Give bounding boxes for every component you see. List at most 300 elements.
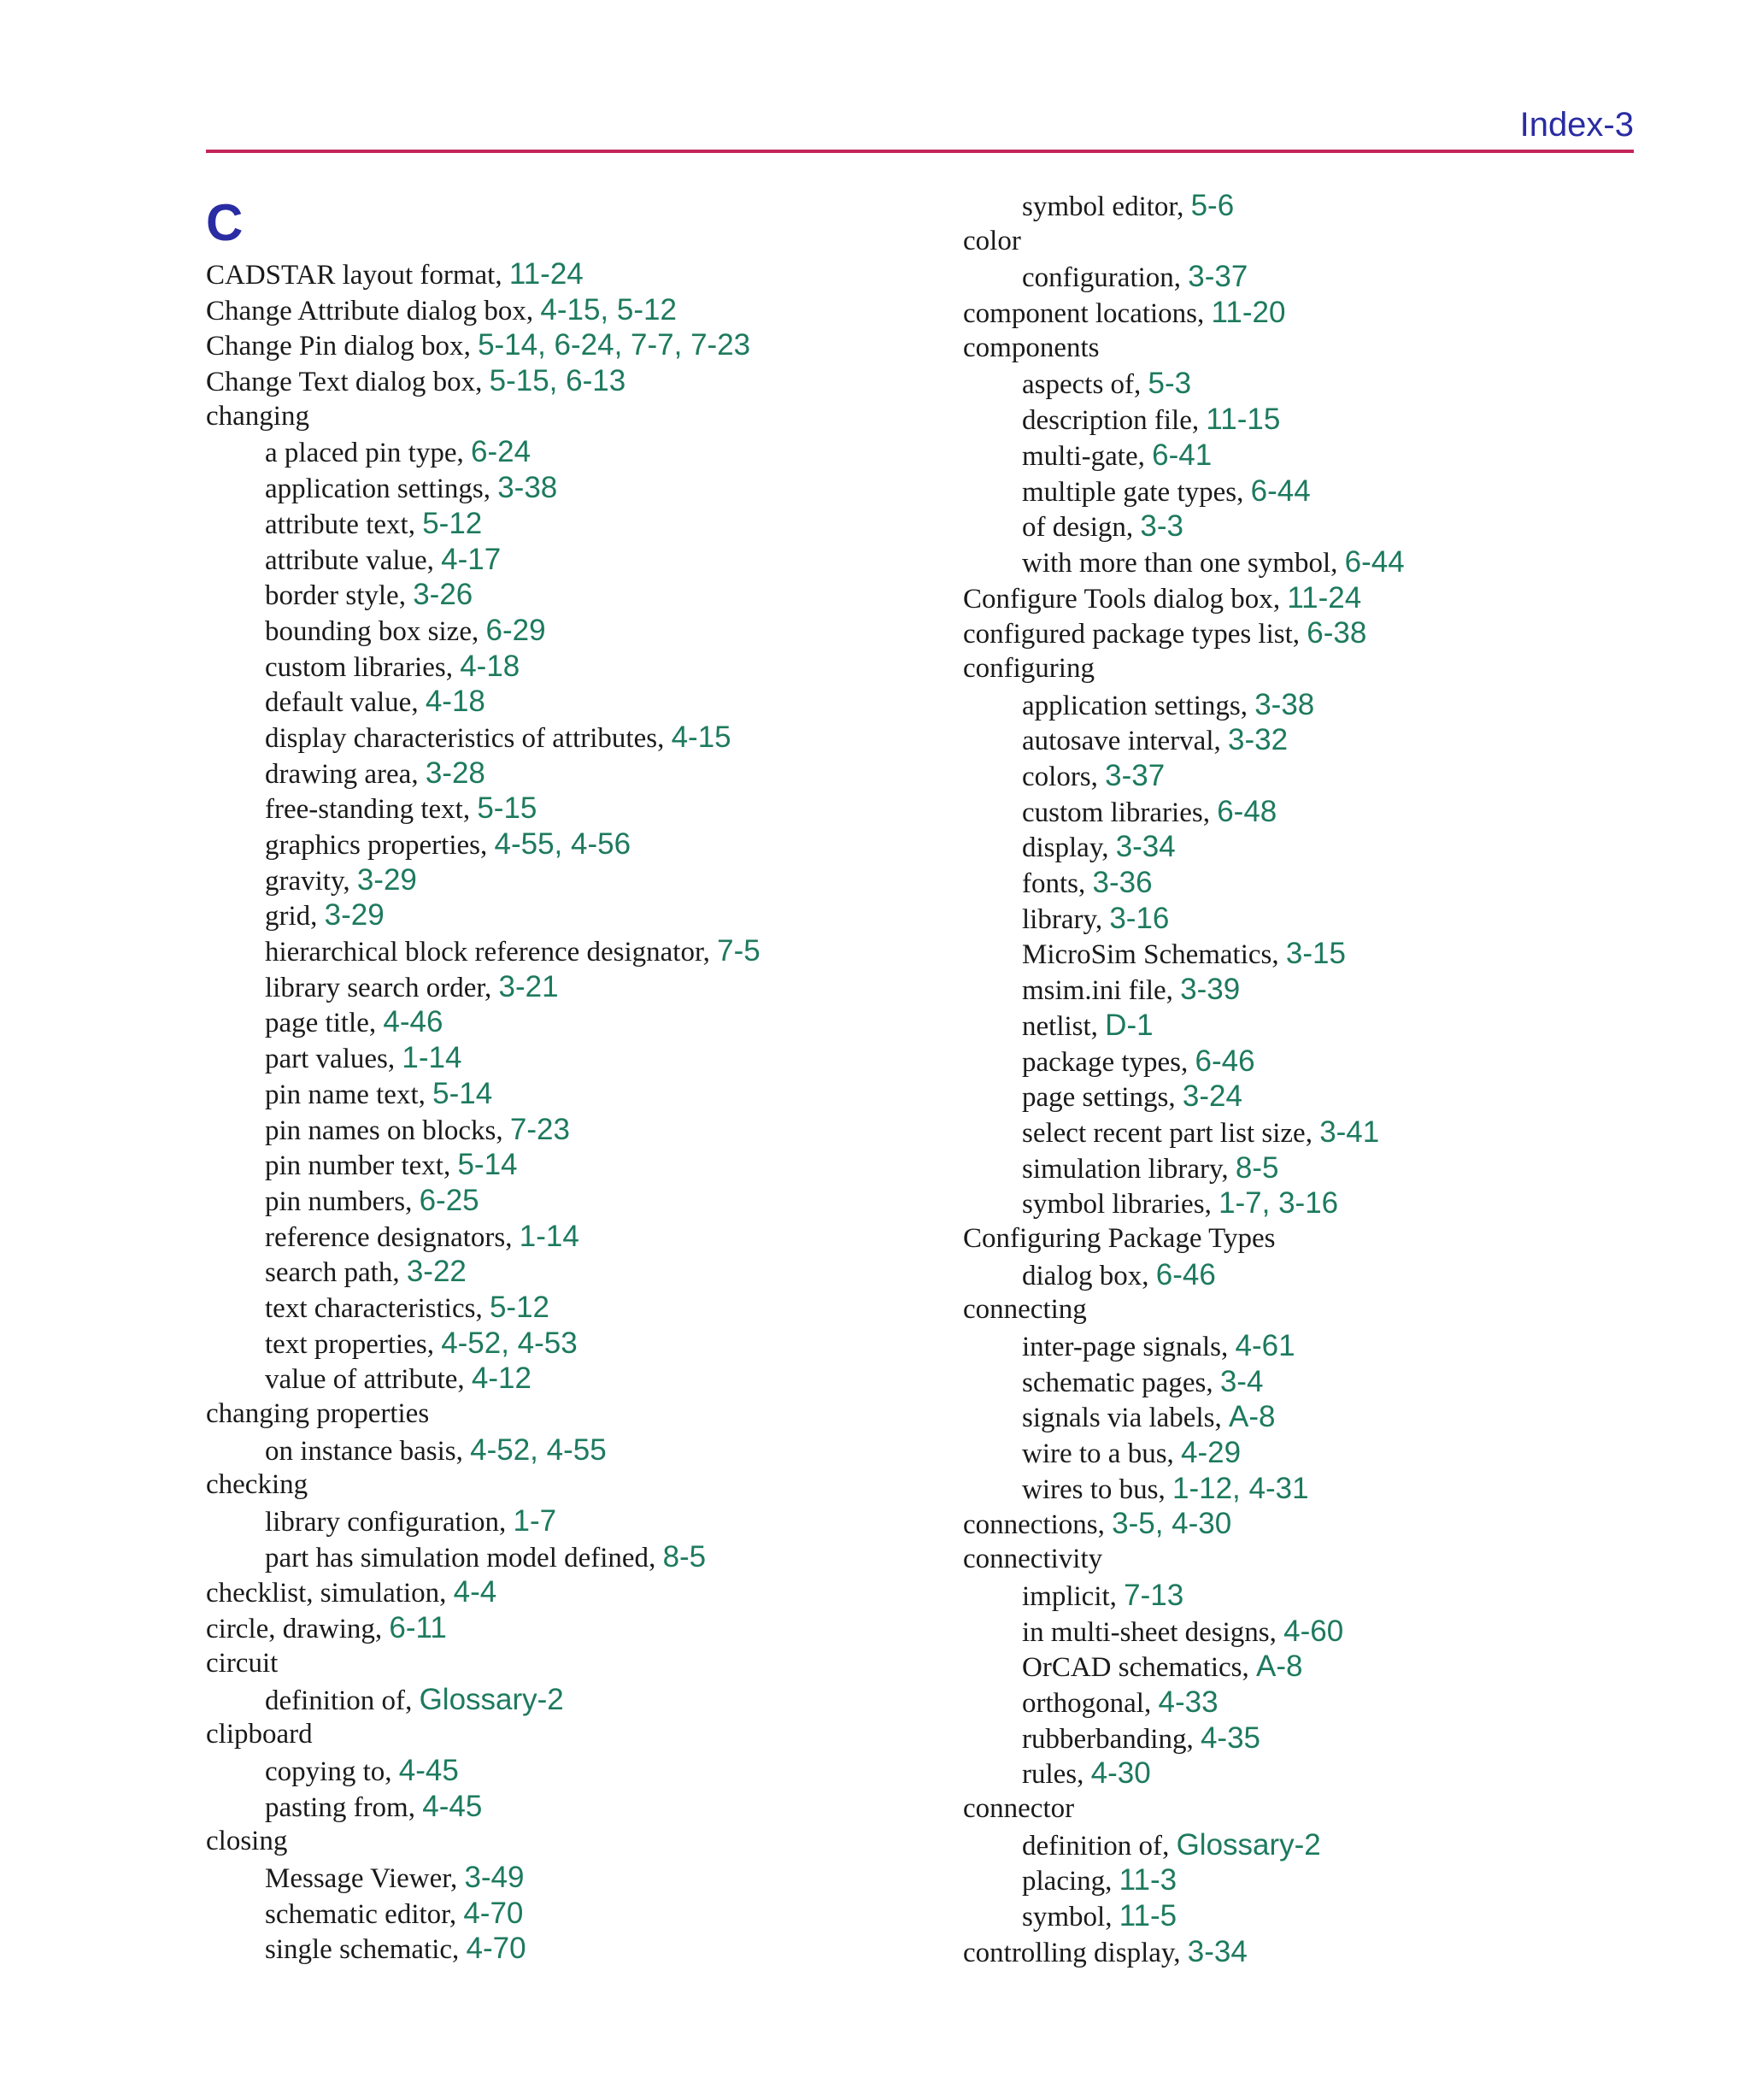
index-entry (963, 580, 1698, 616)
index-subentry (206, 1503, 941, 1539)
index-term: MicroSim Schematics (1022, 939, 1272, 971)
index-subentry (206, 862, 941, 898)
separator: , (1125, 512, 1141, 544)
index-term: single schematic (265, 1934, 453, 1966)
separator: , (398, 580, 414, 612)
page-reference-link[interactable]: 5-15 (477, 791, 537, 826)
index-subentry (963, 1435, 1698, 1471)
index-term: controlling display (963, 1937, 1174, 1968)
page-reference-link[interactable]: 1-12, 4-31 (1172, 1471, 1309, 1505)
index-subentry (206, 506, 941, 542)
separator: , (1173, 1937, 1188, 1968)
index-term: reference designators (265, 1221, 506, 1253)
index-subentry (963, 1649, 1698, 1685)
index-term: with more than one symbol (1022, 547, 1331, 579)
page-reference-link[interactable]: 1-14 (519, 1219, 579, 1253)
page-reference-link[interactable]: 4-70 (463, 1896, 524, 1930)
index-term: configured package types list (963, 619, 1293, 650)
page-reference-link[interactable]: 3-28 (425, 756, 485, 790)
index-entry (206, 399, 941, 435)
page-reference-link[interactable]: 4-45 (398, 1753, 459, 1787)
separator: , (1090, 762, 1106, 792)
section-letter: C (206, 194, 244, 251)
page-reference-link[interactable]: 6-46 (1195, 1044, 1255, 1078)
page-reference-link[interactable]: 3-5, 4-30 (1112, 1507, 1232, 1541)
index-entry (206, 363, 941, 399)
index-term: part values (265, 1044, 388, 1075)
page-reference-link[interactable]: 3-38 (497, 471, 558, 505)
page-reference-link[interactable]: 11-3 (1119, 1863, 1177, 1897)
index-entry (963, 331, 1698, 367)
page-number: Index-3 (1519, 106, 1634, 144)
page-reference-link[interactable]: 5-14 (457, 1148, 518, 1182)
separator: , (426, 1328, 442, 1360)
index-entry (206, 292, 941, 328)
page-reference-link[interactable]: 3-49 (464, 1860, 525, 1894)
index-term: checklist, simulation (206, 1578, 440, 1609)
index-term: part has simulation model defined (265, 1542, 649, 1574)
index-term: multi-gate (1022, 440, 1138, 472)
page-reference-link[interactable]: 6-38 (1307, 616, 1367, 650)
page-reference-link[interactable]: 4-17 (441, 542, 502, 576)
index-term: connecting (963, 1294, 1087, 1326)
index-subentry (206, 1004, 941, 1040)
separator: , (1206, 1367, 1220, 1398)
index-term: wires to bus (1022, 1474, 1159, 1505)
separator: , (495, 260, 509, 291)
page-reference-link[interactable]: 3-26 (413, 578, 473, 612)
separator: , (1197, 298, 1212, 330)
index-term: connector (963, 1792, 1075, 1824)
page-reference-link[interactable]: 6-44 (1250, 474, 1311, 508)
separator: , (1137, 440, 1153, 472)
page-reference-link[interactable]: 3-29 (324, 898, 385, 932)
index-term: text characteristics (265, 1292, 476, 1324)
index-subentry (963, 1115, 1698, 1150)
index-column-left (206, 188, 941, 1967)
index-entry (206, 1468, 941, 1503)
page-reference-link[interactable]: 5-14 (432, 1076, 493, 1110)
index-subentry (963, 402, 1698, 438)
separator: , (484, 972, 499, 1003)
page-reference-link[interactable]: 11-24 (1287, 580, 1362, 615)
index-term: text properties (265, 1328, 427, 1360)
index-term: configuration (1022, 262, 1174, 294)
separator: , (649, 1542, 663, 1574)
index-column-right (963, 188, 1698, 1969)
index-subentry (206, 933, 941, 969)
separator: , (343, 865, 357, 897)
separator: , (475, 1292, 490, 1324)
index-term: pasting from (265, 1791, 408, 1823)
separator: , (702, 937, 718, 968)
index-subentry (963, 1685, 1698, 1721)
page-reference-link[interactable]: 5-12 (489, 1290, 550, 1324)
page-reference-link[interactable]: 6-44 (1344, 544, 1405, 579)
separator: , (443, 1150, 458, 1182)
separator: , (1173, 262, 1189, 294)
page-reference-link[interactable]: 4-61 (1235, 1329, 1295, 1362)
index-term: multiple gate types (1022, 476, 1237, 508)
separator: , (483, 474, 498, 505)
separator: , (408, 1791, 423, 1823)
separator: , (1305, 1117, 1320, 1149)
index-subentry (206, 1040, 941, 1076)
page-reference-link[interactable]: 5-3 (1148, 367, 1192, 401)
index-term: symbol editor (1022, 191, 1177, 222)
page-reference-link[interactable]: 11-15 (1206, 403, 1281, 437)
page-reference-link[interactable]: 3-39 (1180, 973, 1241, 1007)
separator: , (449, 1862, 465, 1894)
page-reference-link[interactable]: 7-23 (509, 1112, 570, 1146)
index-term: aspects of (1022, 369, 1135, 401)
index-term: components (963, 332, 1100, 363)
page-reference-link[interactable]: 6-41 (1152, 438, 1213, 472)
page-reference-link[interactable]: 5-6 (1190, 189, 1235, 222)
index-term: Configuring Package Types (963, 1222, 1276, 1254)
index-term: pin numbers (265, 1185, 406, 1217)
index-subentry (963, 474, 1698, 509)
index-term: fonts (1022, 868, 1078, 900)
separator: , (499, 1507, 514, 1538)
separator: , (1213, 726, 1228, 757)
index-subentry (963, 1150, 1698, 1186)
index-subentry (206, 434, 941, 470)
index-subentry (963, 865, 1698, 901)
separator: , (1236, 476, 1251, 508)
page-reference-link[interactable]: Glossary-2 (419, 1682, 564, 1716)
index-term: autosave interval (1022, 726, 1214, 757)
index-term: gravity (265, 865, 344, 897)
index-term: select recent part list size (1022, 1117, 1306, 1149)
separator: , (374, 1614, 390, 1645)
index-subentry (206, 756, 941, 791)
index-subentry (206, 1147, 941, 1183)
index-subentry (963, 544, 1698, 580)
page-reference-link[interactable]: 11-20 (1211, 296, 1286, 330)
separator: , (1097, 1509, 1113, 1541)
separator: , (452, 1934, 467, 1966)
page-reference-link[interactable]: 3-21 (498, 969, 559, 1003)
separator: , (1191, 405, 1207, 437)
page-reference-link[interactable]: 6-29 (485, 613, 546, 647)
index-term: wire to a bus (1022, 1438, 1167, 1470)
separator: , (1162, 1830, 1177, 1862)
page-reference-link[interactable]: 3-34 (1115, 830, 1176, 864)
index-term: attribute text (265, 509, 408, 540)
page-reference-link[interactable]: 6-25 (419, 1183, 479, 1217)
index-entry (206, 1824, 941, 1860)
index-subentry (963, 794, 1698, 830)
index-term: CADSTAR layout format (206, 260, 496, 291)
separator: , (475, 367, 490, 398)
page-reference-link[interactable]: 5-14, 6-24, 7-7, 7-23 (478, 328, 751, 362)
index-subentry (206, 577, 941, 613)
index-term: border style (265, 580, 399, 612)
index-subentry (963, 259, 1698, 295)
page-reference-link[interactable]: 4-15 (671, 720, 731, 754)
page-reference-link[interactable]: 6-11 (389, 1611, 447, 1645)
index-subentry (206, 1931, 941, 1967)
index-term: library search order (265, 972, 485, 1003)
index-entry (206, 1646, 941, 1682)
index-term: color (963, 225, 1021, 256)
index-term: bounding box size (265, 615, 472, 647)
page-reference-link[interactable]: 4-18 (425, 685, 485, 719)
separator: , (1272, 583, 1288, 615)
separator: , (1269, 1616, 1284, 1648)
index-subentry (963, 1185, 1698, 1221)
index-subentry (963, 936, 1698, 972)
index-subentry (963, 188, 1698, 224)
index-term: inter-page signals (1022, 1332, 1222, 1362)
index-term: msim.ini file (1022, 975, 1166, 1007)
separator: , (1105, 1866, 1119, 1897)
index-subentry (206, 542, 941, 578)
index-subentry (963, 1898, 1698, 1934)
index-entry (963, 224, 1698, 260)
index-term: in multi-sheet designs (1022, 1616, 1270, 1648)
header-rule (206, 150, 1634, 153)
index-term: clipboard (206, 1719, 313, 1750)
separator: , (426, 544, 442, 576)
separator: , (456, 438, 471, 469)
separator: , (1166, 1438, 1182, 1470)
index-term: circuit (206, 1647, 279, 1679)
index-term: signals via labels (1022, 1403, 1215, 1434)
separator: , (1186, 1723, 1201, 1755)
index-term: custom libraries (1022, 797, 1203, 828)
index-term: on instance basis (265, 1435, 456, 1467)
index-term: Change Pin dialog box (206, 331, 464, 362)
page-reference-link[interactable]: 3-41 (1319, 1115, 1380, 1149)
index-term: schematic pages (1022, 1367, 1207, 1398)
index-term: library (1022, 903, 1095, 935)
index-subentry (206, 1326, 941, 1362)
page-reference-link[interactable]: 4-15, 5-12 (540, 292, 677, 326)
index-term: package types (1022, 1046, 1181, 1078)
separator: , (1109, 1580, 1125, 1612)
page-reference-link[interactable]: 4-45 (422, 1789, 483, 1823)
separator: , (1095, 903, 1110, 935)
separator: , (1204, 1189, 1219, 1221)
index-term: netlist (1022, 1010, 1091, 1042)
index-term: grid (265, 901, 311, 932)
separator: , (463, 331, 479, 362)
index-term: component locations (963, 298, 1198, 330)
index-entry (963, 1292, 1698, 1328)
page-reference-link[interactable]: 3-24 (1182, 1079, 1242, 1114)
index-entry (963, 295, 1698, 331)
separator: , (411, 758, 426, 790)
index-term: dialog box (1022, 1260, 1142, 1291)
separator: , (1090, 1010, 1106, 1042)
page-reference-link[interactable]: 4-33 (1158, 1685, 1219, 1719)
separator: , (1177, 191, 1191, 222)
page-reference-link[interactable]: 4-35 (1200, 1721, 1261, 1755)
separator: , (368, 1008, 384, 1039)
page-reference-link[interactable]: 6-46 (1155, 1257, 1216, 1291)
separator: , (1221, 1332, 1236, 1362)
separator: , (505, 1221, 520, 1253)
separator: , (405, 1185, 420, 1217)
page-reference-link[interactable]: 4-4 (453, 1575, 497, 1609)
index-term: definition of (265, 1685, 406, 1716)
index-term: circle, drawing (206, 1614, 375, 1645)
page-reference-link[interactable]: 4-55, 4-56 (494, 827, 631, 861)
page-reference-link[interactable]: A-8 (1256, 1650, 1303, 1684)
separator: , (439, 1578, 454, 1609)
page-reference-link[interactable]: 4-52, 4-53 (441, 1326, 578, 1360)
index-subentry (963, 1827, 1698, 1863)
page-reference-link[interactable]: 3-22 (406, 1255, 467, 1289)
index-subentry (206, 470, 941, 506)
separator: , (1271, 939, 1286, 971)
page-reference-link[interactable]: 11-5 (1119, 1899, 1177, 1932)
index-entry (206, 327, 941, 363)
index-subentry (963, 1399, 1698, 1435)
page-reference-link[interactable]: 8-5 (662, 1539, 707, 1574)
index-term: closing (206, 1826, 288, 1857)
index-subentry (206, 720, 941, 756)
page-reference-link[interactable]: 3-32 (1228, 723, 1289, 757)
separator: , (387, 1044, 402, 1075)
index-subentry (963, 1471, 1698, 1507)
separator: , (1242, 1652, 1257, 1684)
index-term: symbol libraries (1022, 1189, 1205, 1221)
index-subentry (206, 1753, 941, 1789)
index-term: Change Attribute dialog box (206, 295, 526, 326)
index-entry (963, 1542, 1698, 1578)
page-reference-link[interactable]: A-8 (1228, 1400, 1276, 1434)
index-subentry (206, 1183, 941, 1219)
separator: , (1214, 1403, 1229, 1434)
index-entry (206, 1610, 941, 1646)
index-subentry (963, 1328, 1698, 1364)
index-term: display (1022, 832, 1102, 864)
page-reference-link[interactable]: 4-70 (466, 1932, 526, 1966)
page-reference-link[interactable]: 6-48 (1217, 794, 1277, 828)
page-reference-link[interactable]: 5-15, 6-13 (489, 364, 626, 398)
index-subentry (963, 1044, 1698, 1079)
index-subentry (963, 829, 1698, 865)
index-term: implicit (1022, 1580, 1110, 1612)
page-reference-link[interactable]: 4-60 (1283, 1614, 1344, 1648)
page-reference-link[interactable]: 3-4 (1219, 1364, 1264, 1398)
separator: , (1101, 832, 1116, 864)
page-reference-link[interactable]: 4-52, 4-55 (470, 1432, 607, 1467)
separator: , (1292, 619, 1307, 650)
page-reference-link[interactable]: 4-29 (1181, 1436, 1242, 1470)
index-entry (206, 1717, 941, 1753)
page-reference-link[interactable]: 3-34 (1187, 1934, 1248, 1968)
separator: , (405, 1685, 420, 1716)
separator: , (418, 1079, 433, 1110)
page-reference-link[interactable]: 7-5 (717, 934, 760, 968)
index-term: checking (206, 1469, 308, 1501)
index-term: default value (265, 687, 412, 719)
index-entry (963, 651, 1698, 687)
separator: , (449, 1898, 464, 1930)
page-reference-link[interactable]: 3-15 (1285, 937, 1346, 971)
page-reference-link[interactable]: 3-16 (1109, 901, 1170, 935)
page-reference-link[interactable]: 4-18 (460, 649, 520, 683)
separator: , (496, 1115, 510, 1146)
index-subentry (963, 901, 1698, 937)
index-term: simulation library (1022, 1153, 1222, 1185)
separator: , (385, 1756, 399, 1787)
index-term: rubberbanding (1022, 1723, 1187, 1755)
index-subentry (206, 897, 941, 933)
separator: , (462, 794, 478, 826)
page-reference-link[interactable]: 4-12 (471, 1362, 531, 1396)
page-reference-link[interactable]: Glossary-2 (1176, 1827, 1321, 1862)
page-reference-link[interactable]: D-1 (1105, 1008, 1154, 1042)
index-subentry (206, 684, 941, 720)
index-term: display characteristics of attributes (265, 722, 658, 754)
index-entry (206, 1397, 941, 1432)
index-subentry (206, 826, 941, 862)
index-term: symbol (1022, 1902, 1106, 1932)
index-subentry (206, 1432, 941, 1468)
page-reference-link[interactable]: 1-14 (402, 1041, 462, 1075)
index-subentry (963, 438, 1698, 474)
page-reference-link[interactable]: 3-38 (1254, 687, 1315, 721)
index-term: copying to (265, 1756, 385, 1787)
page-reference-link[interactable]: 3-36 (1092, 866, 1153, 900)
index-term: value of attribute (265, 1364, 458, 1396)
page-reference-link[interactable]: 3-37 (1105, 759, 1166, 792)
separator: , (411, 687, 426, 719)
index-entry (963, 1791, 1698, 1827)
index-term: hierarchical block reference designator (265, 937, 703, 968)
page-reference-link[interactable]: 8-5 (1235, 1150, 1279, 1185)
index-term: Configure Tools dialog box (963, 583, 1273, 615)
index-subentry (963, 1079, 1698, 1115)
separator: , (1221, 1153, 1236, 1185)
index-term: connectivity (963, 1544, 1103, 1575)
index-entry (963, 1934, 1698, 1970)
index-subentry (963, 1756, 1698, 1791)
index-subentry (206, 1539, 941, 1575)
page-reference-link[interactable]: 4-30 (1090, 1756, 1151, 1791)
index-term: colors (1022, 762, 1091, 792)
page-reference-link[interactable]: 1-7, 3-16 (1219, 1186, 1339, 1221)
index-subentry (963, 972, 1698, 1008)
page-reference-link[interactable]: 7-13 (1124, 1578, 1184, 1612)
page-reference-link[interactable]: 6-24 (471, 435, 531, 469)
separator: , (455, 1435, 471, 1467)
page-reference-link[interactable]: 3-37 (1188, 260, 1248, 294)
index-subentry (206, 1219, 941, 1255)
page-reference-link[interactable]: 4-46 (383, 1005, 443, 1039)
separator: , (1142, 1260, 1156, 1291)
index-subentry (206, 1254, 941, 1290)
page-reference-link[interactable]: 11-24 (508, 257, 584, 291)
index-term: OrCAD schematics (1022, 1652, 1242, 1684)
index-term: of design (1022, 512, 1126, 544)
separator: , (1158, 1474, 1172, 1505)
index-term: orthogonal (1022, 1687, 1144, 1719)
index-entry (963, 1221, 1698, 1257)
separator: , (1240, 690, 1255, 721)
separator: , (408, 509, 423, 540)
page-reference-link[interactable]: 3-29 (356, 862, 417, 897)
page-reference-link[interactable]: 3-3 (1140, 509, 1183, 544)
page-reference-link[interactable]: 1-7 (513, 1504, 557, 1538)
page-reference-link[interactable]: 5-12 (422, 506, 483, 540)
index-term: page settings (1022, 1082, 1169, 1114)
